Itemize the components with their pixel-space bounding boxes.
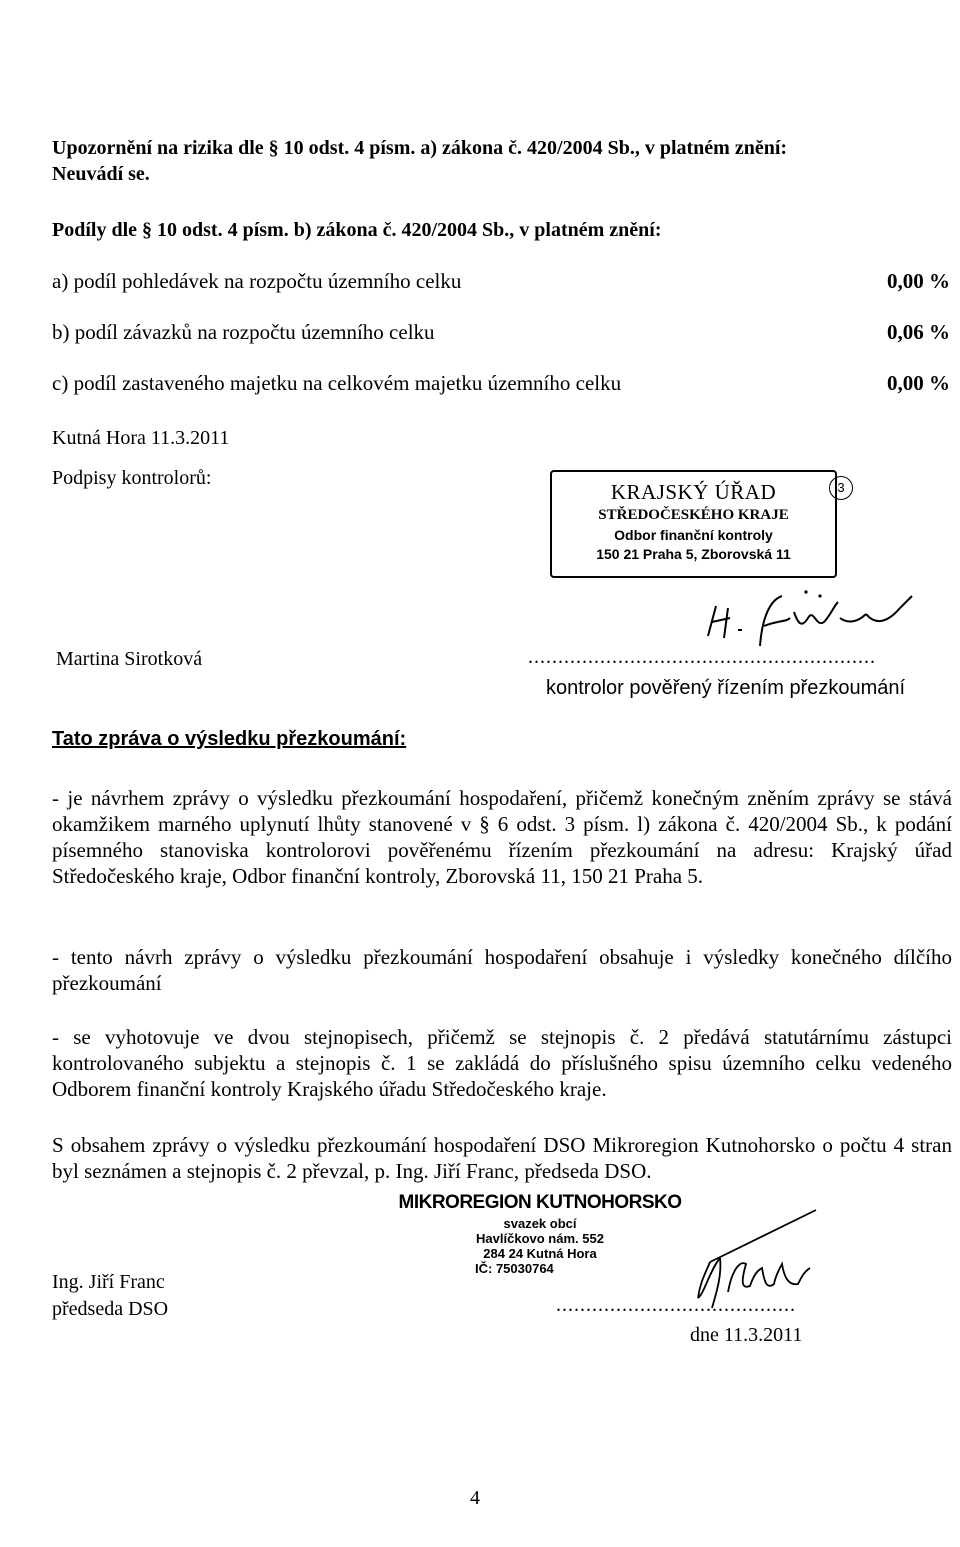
share-label-b: b) podíl závazků na rozpočtu územního celku — [52, 320, 435, 344]
stamp-office-subtitle: STŘEDOČESKÉHO KRAJE — [598, 507, 789, 523]
chair-signature-line: ........................................ — [556, 1294, 796, 1316]
risk-value: Neuvádí se. — [52, 163, 150, 185]
share-label-a: a) podíl pohledávek na rozpočtu územního celku — [52, 269, 462, 293]
share-value-b: 0,06 % — [887, 320, 950, 344]
risk-heading: Upozornění na rizika dle § 10 odst. 4 písm. a) zákona č. 420/2004 Sb., v platném znění: — [52, 137, 788, 159]
controller-signature-line: .......................................................... — [528, 646, 876, 668]
report-paragraph-2: - tento návrh zprávy o výsledku přezkoumání hospodaření obsahuje i výsledky konečného dílčího přezkoumání — [52, 945, 952, 995]
dso-stamp-ic: IČ: 75030764 — [475, 1261, 554, 1276]
office-stamp — [550, 470, 845, 578]
report-paragraph-1: - je návrhem zprávy o výsledku přezkoumání hospodaření, přičemž konečným zněním zprávy se stává okamžikem marného uplynutí lhůty stanovené v § 6 odst. 3 písm. l) zákona č. 420/2004 Sb., k podání písemného stanoviska kontrolorovi pověřenému řízením přezkoumání na adresu: Krajský úřad Středočeského kraje, Odbor finanční kontroly, Zborovská 11, 150 21 Praha 5. — [52, 786, 952, 888]
stamp-office-dept: Odbor finanční kontroly — [614, 527, 773, 543]
share-value-a: 0,00 % — [887, 269, 950, 293]
dso-stamp-city: 284 24 Kutná Hora — [483, 1246, 597, 1261]
dso-stamp-street: Havlíčkovo nám. 552 — [476, 1231, 604, 1246]
controller-name: Martina Sirotková — [56, 648, 203, 670]
stamp-number-badge: 3 — [829, 476, 853, 500]
dso-stamp-name: MIKROREGION KUTNOHORSKO — [398, 1192, 682, 1213]
share-value-c: 0,00 % — [887, 371, 950, 395]
place-date: Kutná Hora 11.3.2011 — [52, 427, 230, 449]
controller-role: kontrolor pověřený řízením přezkoumání — [546, 677, 906, 699]
signatures-label: Podpisy kontrolorů: — [52, 467, 212, 489]
stamp-office-address: 150 21 Praha 5, Zborovská 11 — [596, 546, 791, 562]
chair-name: Ing. Jiří Franc — [52, 1271, 165, 1293]
chair-date: dne 11.3.2011 — [690, 1324, 803, 1346]
acknowledgement-paragraph: S obsahem zprávy o výsledku přezkoumání hospodaření DSO Mikroregion Kutnohorsko o počtu 4 stran byl seznámen a stejnopis č. 2 převzal, p. Ing. Jiří Franc, předseda DSO. — [52, 1133, 952, 1183]
stamp-office-title: KRAJSKÝ ÚŘAD — [610, 480, 777, 504]
page-number: 4 — [470, 1487, 480, 1509]
report-heading: Tato zpráva o výsledku přezkoumání: — [52, 728, 407, 750]
shares-heading: Podíly dle § 10 odst. 4 písm. b) zákona č. 420/2004 Sb., v platném znění: — [52, 219, 662, 241]
share-label-c: c) podíl zastaveného majetku na celkovém majetku územního celku — [52, 371, 622, 395]
report-paragraph-3: - se vyhotovuje ve dvou stejnopisech, přičemž se stejnopis č. 2 předává statutárnímu zástupci kontrolovaného subjektu a stejnopis č. 1 se zakládá do příslušného spisu územního celku vedeného Odborem finanční kontroly Krajského úřadu Středočeského kraje. — [52, 1025, 952, 1101]
dso-stamp — [395, 1192, 685, 1276]
chair-role: předseda DSO — [52, 1298, 169, 1320]
dso-stamp-type: svazek obcí — [503, 1216, 577, 1231]
